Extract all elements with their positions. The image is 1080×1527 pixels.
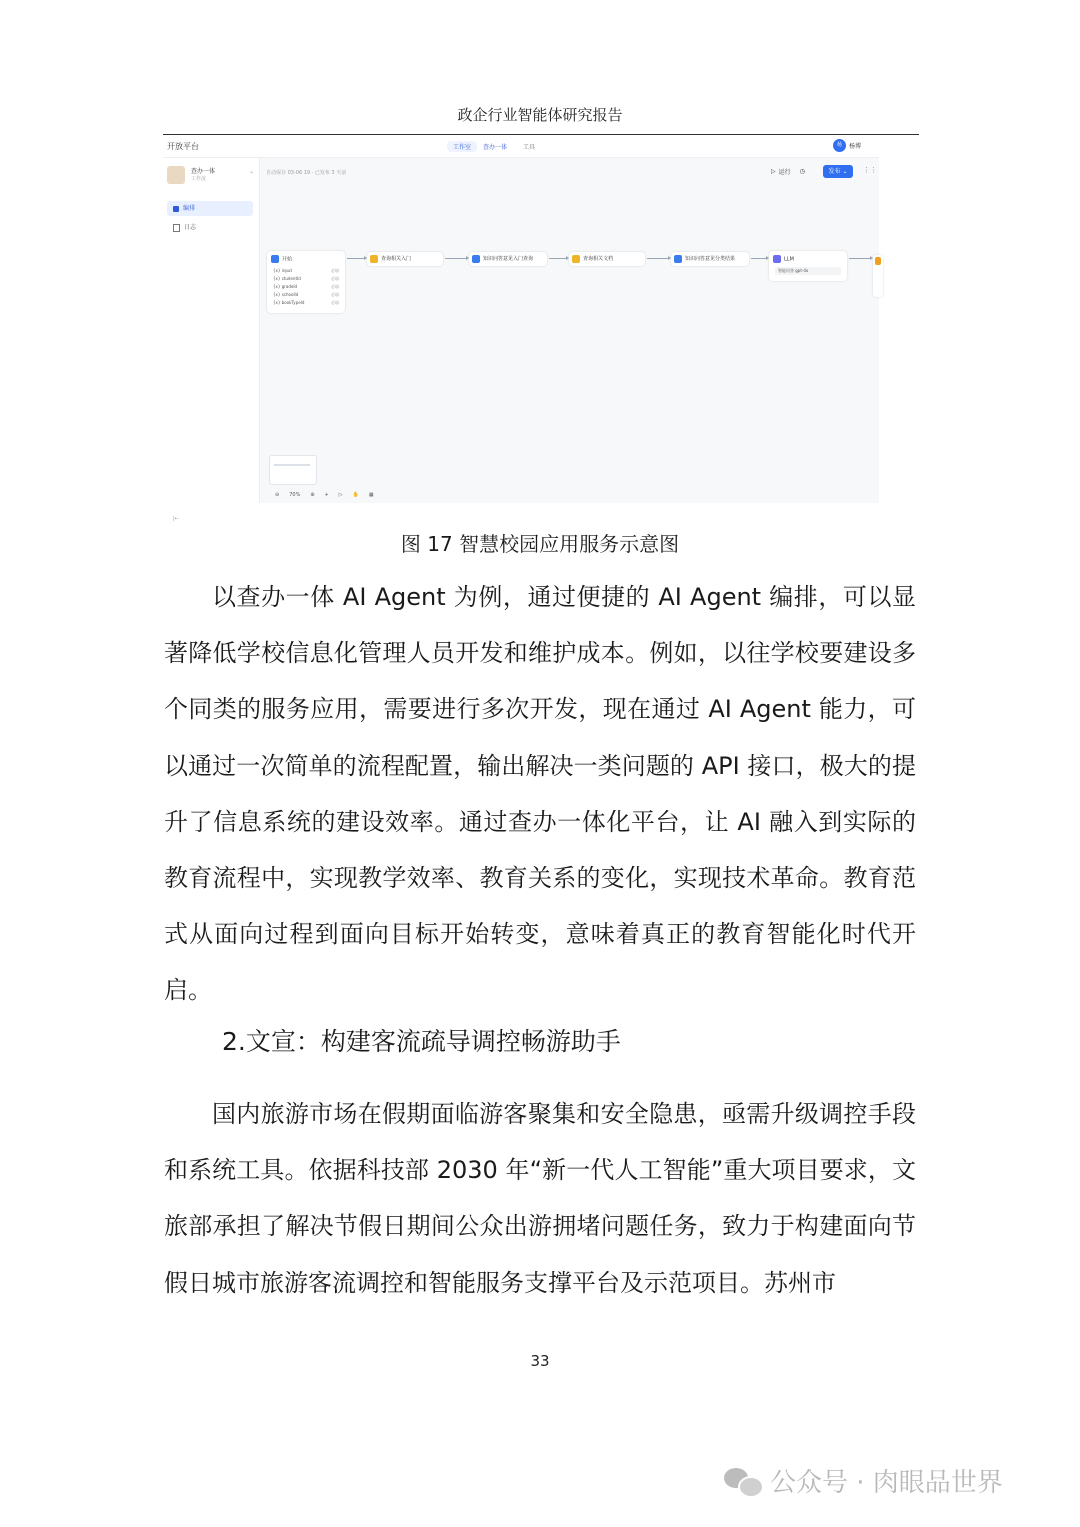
llm-icon: [773, 255, 781, 263]
play-icon: ▷: [771, 167, 776, 175]
canvas-toolbar: [275, 492, 374, 498]
flow-edge: [549, 258, 567, 259]
running-header: 政企行业智能体研究报告: [457, 106, 623, 124]
pointer-icon: ▷: [338, 492, 343, 498]
paragraph: 国内旅游市场在假期面临游客聚集和安全隐患，亟需升级调控手段和系统工具。依据科技部 2030 年“新一代人工智能”重大项目要求，文旅部承担了解决节假日期间公众出游拥堵问题任务，致力于构建面向节假日城市旅游客流调控和智能服务支撑平台及示范项目。苏州市: [164, 1100, 916, 1297]
avatar: 杨: [833, 139, 846, 152]
tab-agent: 查办一体: [483, 144, 508, 151]
menu-item-edit: 编排: [167, 201, 253, 216]
flow-edge: [849, 258, 871, 259]
top-nav: [447, 140, 535, 153]
tab-tools: 工具: [523, 144, 536, 151]
node-icon: [875, 257, 881, 265]
zoom-level: 70%: [289, 492, 301, 498]
flow-node: 知识问答意见入门查询: [469, 252, 547, 266]
agent-card: [167, 164, 255, 186]
edit-icon: [173, 206, 179, 212]
flow-node: 查询相关文档: [569, 252, 645, 266]
save-status: 自动保存 03-06 19 · 已发布 3 天前: [266, 170, 347, 176]
node-icon: [674, 255, 682, 263]
publish-button: 发布 ⌄: [823, 165, 853, 178]
flow-node: 查询相关入门: [367, 252, 443, 266]
watermark-text: 公众号 · 肉眼品世界: [770, 1468, 1003, 1498]
start-node: 开始 {x} input 必填 {x} studentId 必填 {x} gradeId 必填 {x} schoolId 必填 {x} bookTypeId 必填: [267, 251, 345, 313]
paragraph: 以查办一体 AI Agent 为例，通过便捷的 AI Agent 编排，可以显著降低学校信息化管理人员开发和维护成本。例如，以往学校要建设多个同类的服务应用，需要进行多次开发，现在通过 AI Agent 能力，可以通过一次简单的流程配置，输出解决一类问题的 API 接口，极大的提升了信息系统的建设效率。通过查办一体化平台，让 AI 融入到实际的教育流程中，实现教学效率、教育关系的变化，实现技术革命。教育范式从面向过程到面向目标开始转变，意味着真正的教育智能化时代开启。: [164, 583, 916, 1005]
llm-node: LLM 智能问答 gpt-4o: [769, 251, 847, 281]
agent-thumbnail: [167, 166, 185, 184]
header-rule: [163, 134, 919, 135]
watermark: [724, 1462, 1003, 1499]
menu-item-log: 日志: [173, 222, 196, 232]
flow-node-partial: [873, 255, 883, 297]
run-button: ▷ 运行 ◷: [771, 167, 805, 176]
tab-studio: 工作室: [447, 141, 477, 152]
var-row: {x} schoolId 必填: [273, 292, 339, 297]
app-topbar: [163, 137, 879, 158]
agent-type: 工作流: [191, 176, 207, 182]
node-icon: [370, 255, 378, 263]
page-number: 33: [530, 1352, 550, 1370]
flow-edge: [445, 258, 467, 259]
add-node-icon: +: [324, 492, 329, 498]
var-row: {x} studentId 必填: [273, 276, 339, 281]
flow-node: 知识问答意见分类结果: [671, 252, 749, 266]
app-screenshot: [163, 137, 879, 522]
node-icon: [572, 255, 580, 263]
app-sidebar: [163, 158, 260, 522]
user-menu: [833, 139, 861, 152]
log-icon: [173, 224, 180, 232]
flow-edge: [347, 258, 365, 259]
start-icon: [271, 255, 279, 263]
var-row: {x} gradeId 必填: [273, 284, 339, 289]
node-icon: [472, 255, 480, 263]
flow-edge: [751, 258, 767, 259]
agent-name: 查办一体: [191, 168, 216, 175]
brand-label: 开放平台: [167, 142, 199, 151]
collapse-icon: |←: [173, 516, 179, 522]
var-row: {x} input 必填: [273, 268, 339, 273]
more-icon: ⋮⋮: [863, 166, 877, 174]
minimap: [269, 455, 317, 485]
section-heading: 2.文宣：构建客流疏导调控畅游助手: [222, 1027, 621, 1056]
llm-model: 智能问答 gpt-4o: [775, 267, 841, 275]
hand-icon: ✋: [352, 492, 359, 498]
user-name: 杨博: [849, 143, 862, 150]
chevron-down-icon: ⌄: [249, 168, 255, 175]
zoom-out-icon: ⊖: [275, 492, 280, 498]
layout-icon: ▦: [368, 492, 374, 498]
wechat-icon: [724, 1466, 762, 1496]
flow-edge: [647, 258, 669, 259]
var-row: {x} bookTypeId 必填: [273, 300, 339, 305]
figure-caption: 图 17 智慧校园应用服务示意图: [400, 532, 680, 556]
history-icon: ◷: [799, 167, 805, 175]
zoom-in-icon: ⊕: [310, 492, 315, 498]
